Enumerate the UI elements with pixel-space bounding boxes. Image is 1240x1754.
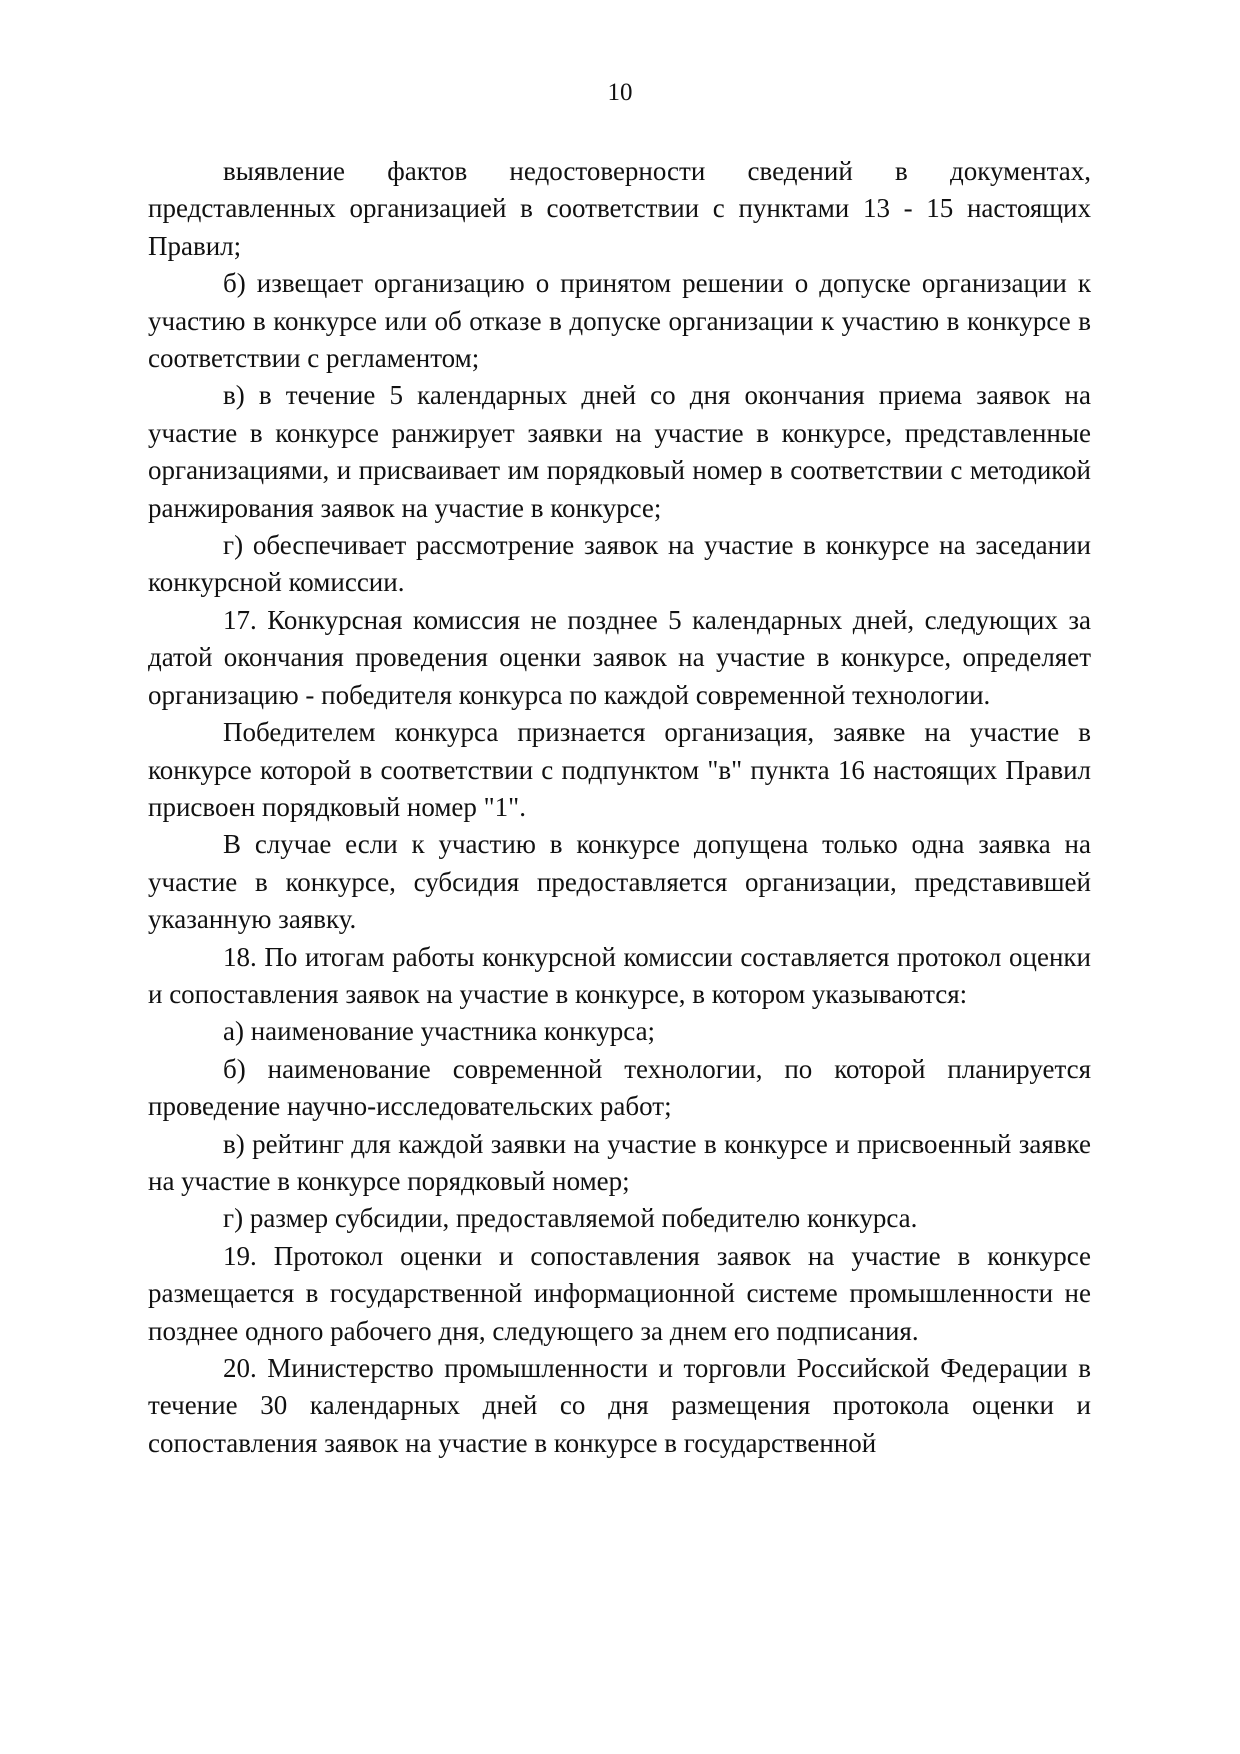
paragraph-clause-19: 19. Протокол оценки и сопоставления заявок на участие в конкурсе размещается в государственной информационной системе промышленности не позднее одного рабочего дня, следующего за днем его подписания. xyxy=(148,1240,1091,1346)
paragraph-clause-18: 18. По итогам работы конкурсной комиссии составляется протокол оценки и сопоставления заявок на участие в конкурсе, в котором указываются: xyxy=(148,941,1091,1009)
paragraph-item-v: в) в течение 5 календарных дней со дня окончания приема заявок на участие в конкурсе ранжирует заявки на участие в конкурсе, представленные организациями, и присваивает им порядковый номер в соответствии с методикой ранжирования заявок на участие в конкурсе; xyxy=(148,380,1091,523)
paragraph-18-item-g: г) размер субсидии, предоставляемой победителю конкурса. xyxy=(223,1203,918,1234)
paragraph-18-item-b: б) наименование современной технологии, по которой планируется проведение научно-исследовательских работ; xyxy=(148,1053,1091,1122)
paragraph-clause-17: 17. Конкурсная комиссия не позднее 5 календарных дней, следующих за датой окончания проведения оценки заявок на участие в конкурсе, определяет организацию - победителя конкурса по каждой современной технологии. xyxy=(148,604,1091,710)
paragraph-18-item-v: в) рейтинг для каждой заявки на участие в конкурсе и присвоенный заявке на участие в конкурсе порядковый номер; xyxy=(148,1128,1091,1196)
paragraph-single-application: В случае если к участию в конкурсе допущена только одна заявка на участие в конкурсе, субсидия предоставляется организации, представившей указанную заявку. xyxy=(148,829,1091,935)
paragraph-winner: Победителем конкурса признается организация, заявке на участие в конкурсе которой в соответствии с подпунктом "в" пункта 16 настоящих Правил присвоен порядковый номер "1". xyxy=(148,717,1091,822)
paragraph-18-item-a: а) наименование участника конкурса; xyxy=(223,1016,656,1047)
paragraph-item-b: б) извещает организацию о принятом решении о допуске организации к участию в конкурсе или об отказе в допуске организации к участию в конкурсе в соответствии с регламентом; xyxy=(148,268,1091,374)
page-number: 10 xyxy=(607,79,633,106)
document-body xyxy=(148,153,1091,1462)
paragraph-item-g: г) обеспечивает рассмотрение заявок на участие в конкурсе на заседании конкурсной комиссии. xyxy=(148,530,1091,598)
paragraph-clause-20: 20. Министерство промышленности и торговли Российской Федерации в течение 30 календарных дней со дня размещения протокола оценки и сопоставления заявок на участие в конкурсе в государственной xyxy=(148,1353,1091,1458)
paragraph-continuation: выявление фактов недостоверности сведений в документах, представленных организацией в соответствии с пунктами 13 - 15 настоящих Правил; xyxy=(148,156,1091,261)
